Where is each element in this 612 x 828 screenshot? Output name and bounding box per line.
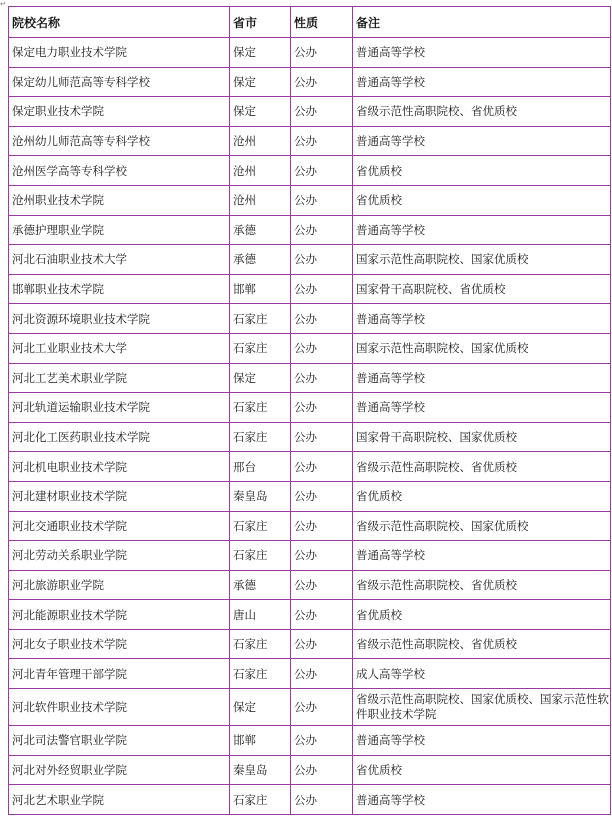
header-college-name: 院校名称 (9, 7, 230, 38)
cell-college-name: 保定幼儿师范高等专科学校 (9, 67, 230, 97)
cell-city: 石家庄 (230, 393, 291, 423)
cell-type: 公办 (291, 452, 353, 482)
table-row (9, 393, 611, 423)
college-table (8, 6, 611, 815)
cell-college-name: 保定职业技术学院 (9, 97, 230, 127)
cell-note: 国家骨干高职院校、省优质校 (353, 274, 611, 304)
cell-note: 国家示范性高职院校、国家优质校 (353, 245, 611, 275)
cell-city: 秦皇岛 (230, 755, 291, 785)
table-row (9, 274, 611, 304)
cell-note: 省级示范性高职院校、省优质校 (353, 629, 611, 659)
cell-college-name: 沧州医学高等专科学校 (9, 156, 230, 186)
table-row (9, 481, 611, 511)
cell-college-name: 河北轨道运输职业技术学院 (9, 393, 230, 423)
cell-type: 公办 (291, 422, 353, 452)
table-header-row (9, 7, 611, 38)
cell-note: 省级示范性高职院校、国家优质校、国家示范性软件职业技术学院 (353, 689, 611, 726)
cell-city: 石家庄 (230, 333, 291, 363)
cell-college-name: 河北化工医药职业技术学院 (9, 422, 230, 452)
cell-city: 保定 (230, 38, 291, 68)
table-row (9, 245, 611, 275)
cell-type: 公办 (291, 304, 353, 334)
cell-note: 普通高等学校 (353, 726, 611, 756)
cell-city: 邯郸 (230, 726, 291, 756)
cell-type: 公办 (291, 541, 353, 571)
cell-type: 公办 (291, 570, 353, 600)
cell-city: 保定 (230, 363, 291, 393)
table-row (9, 511, 611, 541)
cell-college-name: 沧州幼儿师范高等专科学校 (9, 126, 230, 156)
cell-note: 普通高等学校 (353, 215, 611, 245)
header-type: 性质 (291, 7, 353, 38)
cell-note: 省优质校 (353, 755, 611, 785)
cell-city: 石家庄 (230, 304, 291, 334)
table-row (9, 67, 611, 97)
cell-college-name: 河北机电职业技术学院 (9, 452, 230, 482)
cell-city: 石家庄 (230, 511, 291, 541)
table-row (9, 570, 611, 600)
cell-college-name: 河北工艺美术职业学院 (9, 363, 230, 393)
header-note: 备注 (353, 7, 611, 38)
cell-type: 公办 (291, 393, 353, 423)
cell-note: 省级示范性高职院校、省优质校 (353, 452, 611, 482)
cell-type: 公办 (291, 333, 353, 363)
cell-college-name: 河北司法警官职业学院 (9, 726, 230, 756)
cell-note: 普通高等学校 (353, 126, 611, 156)
cell-type: 公办 (291, 689, 353, 726)
cell-type: 公办 (291, 126, 353, 156)
cell-city: 保定 (230, 67, 291, 97)
table-row (9, 422, 611, 452)
cell-college-name: 河北对外经贸职业学院 (9, 755, 230, 785)
cell-note: 省级示范性高职院校、国家优质校 (353, 511, 611, 541)
cell-college-name: 河北建材职业技术学院 (9, 481, 230, 511)
cell-note: 国家骨干高职院校、国家优质校 (353, 422, 611, 452)
cell-city: 沧州 (230, 185, 291, 215)
cell-type: 公办 (291, 156, 353, 186)
table-row (9, 97, 611, 127)
table-row (9, 333, 611, 363)
cell-city: 石家庄 (230, 629, 291, 659)
table-row (9, 629, 611, 659)
table-row (9, 785, 611, 815)
cell-college-name: 河北旅游职业学院 (9, 570, 230, 600)
cell-city: 石家庄 (230, 659, 291, 689)
cell-type: 公办 (291, 38, 353, 68)
cell-city: 沧州 (230, 126, 291, 156)
cell-note: 国家示范性高职院校、国家优质校 (353, 333, 611, 363)
cell-city: 邢台 (230, 452, 291, 482)
cell-city: 石家庄 (230, 541, 291, 571)
cell-college-name: 河北女子职业技术学院 (9, 629, 230, 659)
cell-type: 公办 (291, 185, 353, 215)
cell-type: 公办 (291, 97, 353, 127)
cell-note: 省级示范性高职院校、省优质校 (353, 570, 611, 600)
cell-college-name: 河北艺术职业学院 (9, 785, 230, 815)
table-row (9, 755, 611, 785)
cell-college-name: 河北交通职业技术学院 (9, 511, 230, 541)
cell-type: 公办 (291, 600, 353, 630)
cell-note: 省级示范性高职院校、省优质校 (353, 97, 611, 127)
table-row (9, 689, 611, 726)
cell-note: 普通高等学校 (353, 304, 611, 334)
cell-note: 普通高等学校 (353, 785, 611, 815)
table-row (9, 600, 611, 630)
cell-city: 石家庄 (230, 422, 291, 452)
cell-city: 秦皇岛 (230, 481, 291, 511)
cell-type: 公办 (291, 363, 353, 393)
cell-college-name: 河北石油职业技术大学 (9, 245, 230, 275)
table-row (9, 452, 611, 482)
cell-college-name: 河北能源职业技术学院 (9, 600, 230, 630)
table-body (9, 38, 611, 815)
table-row (9, 215, 611, 245)
cell-college-name: 河北工业职业技术大学 (9, 333, 230, 363)
cell-city: 保定 (230, 689, 291, 726)
cell-type: 公办 (291, 511, 353, 541)
cell-note: 省优质校 (353, 600, 611, 630)
cell-city: 沧州 (230, 156, 291, 186)
cell-college-name: 承德护理职业学院 (9, 215, 230, 245)
header-city: 省市 (230, 7, 291, 38)
cell-type: 公办 (291, 215, 353, 245)
cell-note: 普通高等学校 (353, 541, 611, 571)
cell-college-name: 河北青年管理干部学院 (9, 659, 230, 689)
cell-note: 普通高等学校 (353, 67, 611, 97)
cell-note: 省优质校 (353, 156, 611, 186)
cell-college-name: 河北劳动关系职业学院 (9, 541, 230, 571)
corner-marker: ↵ (0, 0, 6, 8)
cell-note: 成人高等学校 (353, 659, 611, 689)
cell-city: 承德 (230, 245, 291, 275)
cell-type: 公办 (291, 245, 353, 275)
cell-college-name: 河北资源环境职业技术学院 (9, 304, 230, 334)
cell-type: 公办 (291, 481, 353, 511)
cell-type: 公办 (291, 67, 353, 97)
cell-type: 公办 (291, 629, 353, 659)
cell-city: 保定 (230, 97, 291, 127)
cell-city: 承德 (230, 570, 291, 600)
table-row (9, 126, 611, 156)
cell-college-name: 河北软件职业技术学院 (9, 689, 230, 726)
cell-type: 公办 (291, 274, 353, 304)
cell-note: 普通高等学校 (353, 38, 611, 68)
cell-type: 公办 (291, 785, 353, 815)
table-row (9, 185, 611, 215)
cell-note: 省优质校 (353, 185, 611, 215)
cell-city: 唐山 (230, 600, 291, 630)
cell-college-name: 保定电力职业技术学院 (9, 38, 230, 68)
cell-college-name: 沧州职业技术学院 (9, 185, 230, 215)
cell-city: 承德 (230, 215, 291, 245)
cell-note: 普通高等学校 (353, 363, 611, 393)
cell-type: 公办 (291, 659, 353, 689)
cell-city: 邯郸 (230, 274, 291, 304)
cell-note: 省优质校 (353, 481, 611, 511)
cell-note: 普通高等学校 (353, 393, 611, 423)
cell-type: 公办 (291, 755, 353, 785)
table-row (9, 541, 611, 571)
cell-type: 公办 (291, 726, 353, 756)
table-row (9, 156, 611, 186)
table-row (9, 363, 611, 393)
table-row (9, 304, 611, 334)
cell-city: 石家庄 (230, 785, 291, 815)
cell-college-name: 邯郸职业技术学院 (9, 274, 230, 304)
table-row (9, 38, 611, 68)
table-row (9, 726, 611, 756)
table-row (9, 659, 611, 689)
